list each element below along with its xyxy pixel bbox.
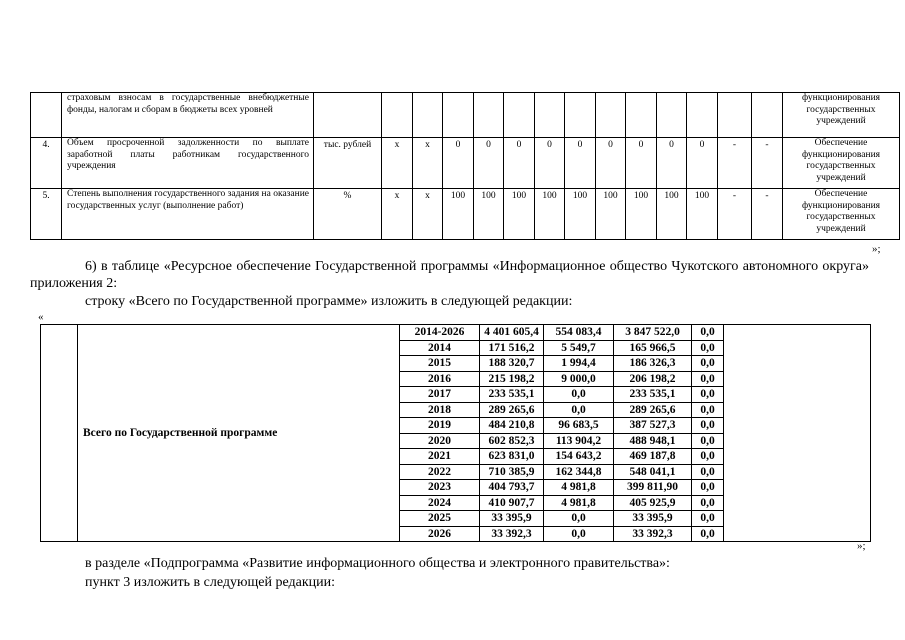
value-cell: 100 [687, 189, 718, 240]
value-cell [535, 93, 565, 138]
year-cell: 2020 [400, 433, 480, 449]
indicator-name: страховым взносам в государственные внебюджетные фонды, налогам и сборам в бюджеты всех уровней [62, 93, 314, 138]
regional-cell: 33 392,3 [614, 526, 692, 542]
other-cell: 0,0 [692, 433, 724, 449]
value-cell: 100 [596, 189, 626, 240]
regional-cell: 206 198,2 [614, 371, 692, 387]
total-cell: 623 831,0 [480, 449, 544, 465]
value-cell: 0 [443, 138, 474, 189]
resource-table [40, 324, 871, 542]
federal-cell: 1 994,4 [544, 356, 614, 372]
other-cell: 0,0 [692, 480, 724, 496]
row-number [31, 93, 62, 138]
total-cell: 289 265,6 [480, 402, 544, 418]
federal-cell: 154 643,2 [544, 449, 614, 465]
regional-cell: 165 966,5 [614, 340, 692, 356]
federal-cell: 0,0 [544, 526, 614, 542]
year-cell: 2019 [400, 418, 480, 434]
total-cell: 4 401 605,4 [480, 325, 544, 341]
value-cell [752, 93, 783, 138]
value-cell: 0 [535, 138, 565, 189]
other-cell: 0,0 [692, 526, 724, 542]
total-cell: 404 793,7 [480, 480, 544, 496]
value-cell: - [718, 138, 752, 189]
federal-cell: 0,0 [544, 511, 614, 527]
federal-cell: 5 549,7 [544, 340, 614, 356]
regional-cell: 488 948,1 [614, 433, 692, 449]
year-cell: 2023 [400, 480, 480, 496]
paragraph-row-replace: строку «Всего по Государственной программе» изложить в следующей редакции: [85, 294, 573, 309]
total-cell: 484 210,8 [480, 418, 544, 434]
other-cell: 0,0 [692, 402, 724, 418]
year-cell: 2017 [400, 387, 480, 403]
year-cell: 2014-2026 [400, 325, 480, 341]
value-cell: 0 [504, 138, 535, 189]
other-cell: 0,0 [692, 356, 724, 372]
other-cell: 0,0 [692, 495, 724, 511]
value-cell [504, 93, 535, 138]
year-cell: 2015 [400, 356, 480, 372]
regional-cell: 469 187,8 [614, 449, 692, 465]
regional-cell: 399 811,90 [614, 480, 692, 496]
federal-cell: 0,0 [544, 402, 614, 418]
federal-cell: 96 683,5 [544, 418, 614, 434]
number-cell [41, 325, 78, 542]
value-cell: - [752, 189, 783, 240]
federal-cell: 4 981,8 [544, 480, 614, 496]
total-cell: 410 907,7 [480, 495, 544, 511]
value-cell: - [752, 138, 783, 189]
value-cell [382, 93, 413, 138]
total-cell: 33 392,3 [480, 526, 544, 542]
value-cell: 100 [535, 189, 565, 240]
federal-cell: 113 904,2 [544, 433, 614, 449]
value-cell: 100 [443, 189, 474, 240]
unit-cell: % [314, 189, 382, 240]
other-cell: 0,0 [692, 371, 724, 387]
value-cell: 0 [657, 138, 687, 189]
value-cell: 100 [565, 189, 596, 240]
row-number: 5. [31, 189, 62, 240]
year-cell: 2014 [400, 340, 480, 356]
open-quote: « [38, 311, 44, 323]
value-cell: 100 [474, 189, 504, 240]
value-cell: х [413, 138, 443, 189]
result-cell: Обеспечение функционирования государственных учреждений [783, 189, 900, 240]
unit-cell [314, 93, 382, 138]
regional-cell: 289 265,6 [614, 402, 692, 418]
indicator-row [31, 93, 900, 138]
other-cell: 0,0 [692, 418, 724, 434]
close-quote-2: »; [857, 540, 866, 552]
regional-cell: 3 847 522,0 [614, 325, 692, 341]
unit-cell: тыс. рублей [314, 138, 382, 189]
year-cell: 2024 [400, 495, 480, 511]
indicator-row [31, 138, 900, 189]
total-cell: 33 395,9 [480, 511, 544, 527]
year-cell: 2021 [400, 449, 480, 465]
value-cell [443, 93, 474, 138]
indicators-table [30, 92, 900, 240]
year-cell: 2025 [400, 511, 480, 527]
federal-cell: 162 344,8 [544, 464, 614, 480]
other-cell: 0,0 [692, 340, 724, 356]
value-cell: 0 [474, 138, 504, 189]
value-cell [474, 93, 504, 138]
other-cell: 0,0 [692, 325, 724, 341]
value-cell: х [382, 189, 413, 240]
resource-row [41, 325, 871, 341]
regional-cell: 233 535,1 [614, 387, 692, 403]
program-label: Всего по Государственной программе [78, 325, 400, 542]
indicator-name: Объем просроченной задолженности по выплате заработной платы работникам государственного учреждения [62, 138, 314, 189]
value-cell: 0 [565, 138, 596, 189]
value-cell: х [413, 189, 443, 240]
other-cell: 0,0 [692, 464, 724, 480]
value-cell [718, 93, 752, 138]
value-cell: - [718, 189, 752, 240]
result-cell: Обеспечение функционирования государственных учреждений [783, 138, 900, 189]
other-cell: 0,0 [692, 449, 724, 465]
value-cell: 0 [596, 138, 626, 189]
value-cell [626, 93, 657, 138]
total-cell: 188 320,7 [480, 356, 544, 372]
year-cell: 2016 [400, 371, 480, 387]
regional-cell: 548 041,1 [614, 464, 692, 480]
value-cell: х [382, 138, 413, 189]
regional-cell: 405 925,9 [614, 495, 692, 511]
total-cell: 233 535,1 [480, 387, 544, 403]
other-cell: 0,0 [692, 387, 724, 403]
year-cell: 2018 [400, 402, 480, 418]
indicator-name: Степень выполнения государственного задания на оказание государственных услуг (выполнение работ) [62, 189, 314, 240]
value-cell: 100 [504, 189, 535, 240]
total-cell: 602 852,3 [480, 433, 544, 449]
federal-cell: 9 000,0 [544, 371, 614, 387]
federal-cell: 0,0 [544, 387, 614, 403]
value-cell: 100 [657, 189, 687, 240]
value-cell [413, 93, 443, 138]
value-cell [687, 93, 718, 138]
other-cell: 0,0 [692, 511, 724, 527]
paragraph-subprogram: в разделе «Подпрограмма «Развитие информационного общества и электронного правительства»: [85, 556, 670, 571]
close-quote-1: »; [872, 243, 881, 255]
total-cell: 215 198,2 [480, 371, 544, 387]
row-number: 4. [31, 138, 62, 189]
paragraph-point-3: пункт 3 изложить в следующей редакции: [85, 575, 335, 590]
value-cell [596, 93, 626, 138]
value-cell: 0 [687, 138, 718, 189]
regional-cell: 186 326,3 [614, 356, 692, 372]
total-cell: 171 516,2 [480, 340, 544, 356]
executor-cell [724, 325, 871, 542]
value-cell [657, 93, 687, 138]
federal-cell: 4 981,8 [544, 495, 614, 511]
value-cell: 100 [626, 189, 657, 240]
federal-cell: 554 083,4 [544, 325, 614, 341]
year-cell: 2022 [400, 464, 480, 480]
paragraph-6: 6) в таблице «Ресурсное обеспечение Государственной программы «Информационное общество Чукотского автономного округа» приложения 2: [30, 259, 869, 291]
result-cell: функционирования государственных учреждений [783, 93, 900, 138]
regional-cell: 33 395,9 [614, 511, 692, 527]
regional-cell: 387 527,3 [614, 418, 692, 434]
value-cell: 0 [626, 138, 657, 189]
total-cell: 710 385,9 [480, 464, 544, 480]
value-cell [565, 93, 596, 138]
year-cell: 2026 [400, 526, 480, 542]
indicator-row [31, 189, 900, 240]
